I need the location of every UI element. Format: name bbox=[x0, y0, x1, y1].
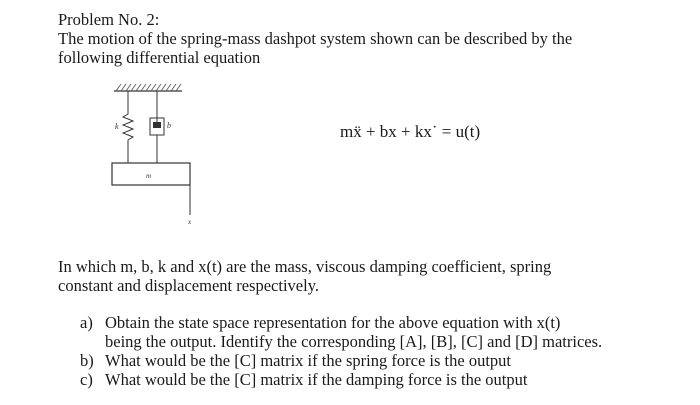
question-c-marker: c) bbox=[80, 370, 93, 389]
damper-piston bbox=[153, 122, 161, 128]
question-b-marker: b) bbox=[80, 351, 94, 370]
intro-line-1: The motion of the spring-mass dashpot system shown can be described by the bbox=[58, 29, 573, 48]
spring bbox=[123, 91, 133, 163]
question-b-line-1: What would be the [C] matrix if the spring force is the output bbox=[105, 351, 511, 370]
differential-equation: mẍ + bx + kx˙ = u(t) bbox=[340, 122, 481, 141]
mass-label: m bbox=[146, 172, 152, 180]
explanation-line-2: constant and displacement respectively. bbox=[58, 276, 320, 295]
damper-label: b bbox=[167, 121, 171, 130]
question-c-line-1: What would be the [C] matrix if the damping force is the output bbox=[105, 370, 528, 389]
explanation-line-1: In which m, b, k and x(t) are the mass, viscous damping coefficient, spring bbox=[58, 257, 552, 276]
spring-mass-damper-diagram bbox=[100, 80, 210, 225]
displacement-label: x bbox=[188, 218, 192, 225]
problem-title: Problem No. 2: bbox=[58, 10, 160, 29]
ceiling-hatching bbox=[116, 84, 181, 91]
intro-line-2: following differential equation bbox=[58, 48, 261, 67]
spring-label: k bbox=[115, 122, 119, 131]
question-a-line-2: being the output. Identify the corresponding [A], [B], [C] and [D] matrices. bbox=[105, 332, 603, 351]
question-a-line-1: Obtain the state space representation for the above equation with x(t) bbox=[105, 313, 561, 332]
question-a-marker: a) bbox=[80, 313, 93, 332]
